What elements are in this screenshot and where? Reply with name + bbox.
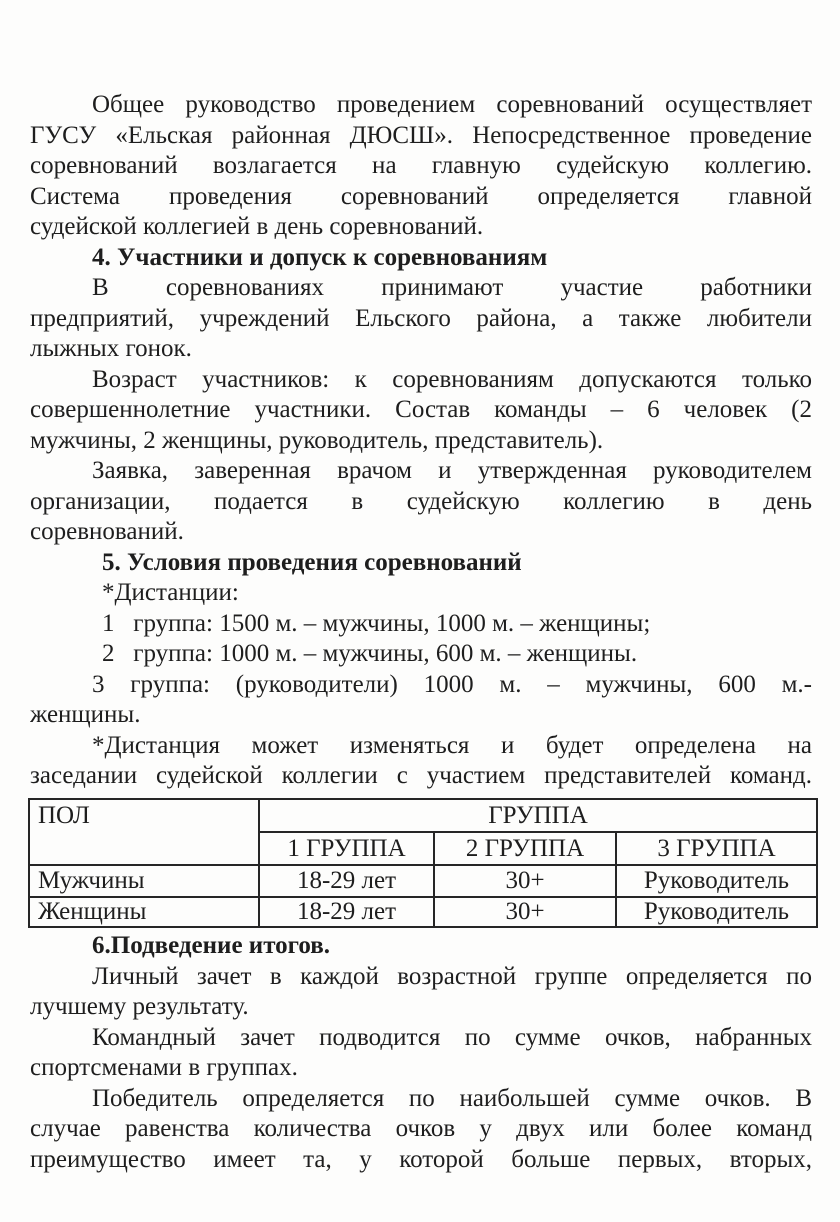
upper-text-block [30,90,812,792]
text-line: преимущество имеет та, у которой больше первых, вторых, [30,1145,812,1173]
section-heading-6: 6.Подведение итогов. [92,932,331,959]
text-line: 3 группа: (руководители) 1000 м. – мужчины, 600 м.- [92,670,812,698]
subheader-cell-group-1: 1 ГРУППА [259,832,434,865]
text-line: организации, подается в судейскую коллегию в день [30,487,812,515]
distances-label: *Дистанции: [102,579,239,606]
text-line: заседании судейской коллегии с участием представителей команд. [30,762,812,789]
cell-group-1: 18-29 лет [259,865,434,897]
text-line: лучшему результату. [30,993,249,1020]
text-line: Командный зачет подводится по сумме очков, набранных [92,1023,812,1051]
text-line: ГУСУ «Ельская районная ДЮСШ». Непосредственное проведение [30,121,812,149]
section-heading-4: 4. Участники и допуск к соревнованиям [92,243,548,271]
table-row [29,897,817,927]
text-line: *Дистанция может изменяться и будет определена на [92,731,812,759]
text-line: Личный зачет в каждой возрастной группе определяется по [92,962,812,990]
header-cell-group: ГРУППА [259,799,817,832]
cell-group-2: 30+ [434,897,616,927]
paragraph-individual-scoring [30,962,812,1023]
text-line: соревнований. [30,518,184,545]
table-header-row [29,799,817,832]
text-line: Заявка, заверенная врачом и утвержденная руководителем [92,457,812,484]
distance-group-1: 1 группа: 1500 м. – мужчины, 1000 м. – женщины; [102,609,651,637]
distance-group-2: 2 группа: 1000 м. – мужчины, 600 м. – женщины. [102,640,638,667]
table-row [29,865,817,897]
paragraph-group-3 [30,670,812,731]
cell-gender: Мужчины [29,865,259,897]
section-heading-5: 5. Условия проведения соревнований [102,548,522,576]
paragraph-general-management [30,90,812,243]
text-line: женщины. [30,701,141,728]
text-line: совершеннолетние участники. Состав команды – 6 человек (2 [30,396,812,423]
paragraph-distance-note [30,731,812,792]
subheader-cell-group-2: 2 ГРУППА [434,832,616,865]
paragraph-participants [30,273,812,365]
text-line: Общее руководство проведением соревнований осуществляет [92,91,812,118]
text-line: мужчины, 2 женщины, руководитель, представитель). [30,426,604,454]
cell-group-2: 30+ [434,865,616,897]
paragraph-team-scoring [30,1023,812,1084]
lower-text-block [30,931,812,1175]
text-line: соревнований возлагается на главную судейскую коллегию. [30,152,812,179]
text-line: В соревнованиях принимают участие работники [92,274,812,301]
text-line: предприятий, учреждений Ельского района, а также любители [30,304,812,332]
subheader-cell-group-3: 3 ГРУППА [616,832,817,865]
age-groups-table [28,798,818,928]
cell-group-1: 18-29 лет [259,897,434,927]
cell-group-3: Руководитель [616,865,817,897]
header-cell-pol: ПОЛ [29,799,259,865]
text-line: случае равенства количества очков у двух или более команд [30,1115,812,1142]
text-line: судейской коллегией в день соревнований. [30,213,484,240]
text-line: Возраст участников: к соревнованиям допускаются только [92,365,812,393]
paragraph-winner [30,1084,812,1176]
paragraph-application [30,456,812,548]
cell-gender: Женщины [29,897,259,927]
paragraph-age [30,365,812,457]
text-line: спортсменами в группах. [30,1054,298,1081]
text-line: Система проведения соревнований определяется главной [30,182,812,210]
text-line: лыжных гонок. [30,335,192,362]
cell-group-3: Руководитель [616,897,817,927]
text-line: Победитель определяется по наибольшей сумме очков. В [92,1084,812,1112]
